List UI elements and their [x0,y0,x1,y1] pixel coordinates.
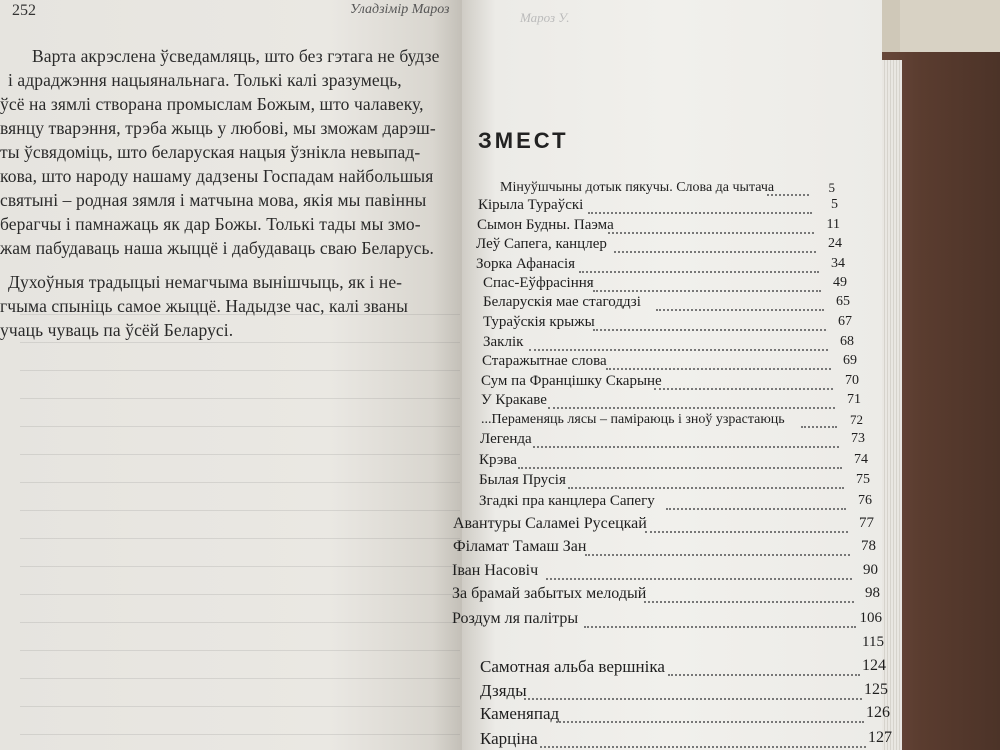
toc-leader-dots [666,506,846,510]
toc-page-number: 65 [836,294,850,309]
toc-leader-dots [585,552,850,556]
toc-leader-dots [518,465,842,469]
toc-page-number: 69 [843,353,857,368]
left-running-head: Уладзімір Мароз [350,2,450,17]
toc-page-number: 124 [862,657,886,674]
toc-leader-dots [614,249,816,253]
toc-entry-title: Самотная альба вершніка [480,657,665,676]
toc-page-number: 74 [854,452,868,467]
toc-page-number: 125 [864,681,888,698]
toc-entry-title: Карціна [480,729,538,748]
toc-entry-title: Роздум ля палітры [452,610,579,627]
toc-leader-dots [645,529,848,533]
text-line: вянцу тварэння, трэба жыць у любові, мы зможам дарэш- [0,118,436,138]
toc-entry-title: Спас-Еўфрасіння [483,275,594,291]
toc-page-number: 11 [826,217,840,232]
toc-leader-dots [668,672,860,676]
toc-leader-dots [656,307,824,311]
toc-leader-dots [533,444,839,448]
toc-entry-title: Філамат Тамаш Зан [453,538,587,555]
toc-leader-dots [540,744,866,748]
text-line: святыні – родная зямля і матчына мова, якія мы павінны [0,190,427,210]
toc-entry-title: Зорка Афанасія [476,256,576,272]
toc-page-number: 127 [868,729,892,746]
toc-entry-title: Каменяпад [480,704,560,723]
toc-page-number: 98 [865,585,880,601]
toc-page-number: 49 [833,275,847,290]
toc-leader-dots [593,327,826,331]
toc-leader-dots [529,347,828,351]
toc-entry-title: У Кракаве [481,392,547,408]
toc-entry-title: Беларускія мае стагоддзі [483,294,641,310]
text-line: учаць чуваць па ўсёй Беларусі. [0,320,234,340]
toc-page-number: 76 [858,493,872,508]
toc-leader-dots [644,599,854,603]
left-page-number: 252 [12,2,36,19]
toc-entry-title: Кірыла Тураўскі [478,197,584,213]
toc-page-number: 34 [831,256,845,271]
show-through-text [20,300,460,740]
toc-entry-title: Авантуры Саламеі Русецкай [453,515,647,532]
toc-entry-title: Крэва [479,452,517,468]
text-line: Варта акрэслена ўсведамляць, што без гэтага не будзе [32,46,440,66]
toc-leader-dots [606,366,831,370]
toc-page-number: 68 [840,334,854,349]
toc-leader-dots [588,210,812,214]
toc-page-number: 115 [862,634,884,650]
toc-entry-title: Тураўскія крыжы [483,314,595,330]
toc-entry-title: Легенда [480,431,532,447]
toc-entry-title: Сымон Будны. Паэма [477,217,614,233]
toc-leader-dots [546,576,852,580]
toc-page-number: 5 [831,197,838,212]
toc-leader-dots [524,696,862,700]
text-line: ты ўсвядоміць, што беларуская нацыя ўзнікла невыпад- [0,142,421,162]
toc-page-number: 77 [859,515,874,531]
toc-leader-dots [548,405,835,409]
toc-entry-title: Згадкі пра канцлера Сапегу [479,493,655,509]
toc-entry-title: Іван Насовіч [452,562,539,579]
toc-leader-dots [654,386,833,390]
toc-page-number: 70 [845,373,859,388]
toc-leader-dots [556,719,864,723]
toc-leader-dots [593,288,821,292]
toc-entry-title: Мінуўшчыны дотык пякучы. Слова да чытача [500,180,775,195]
toc-entry-title: Сум па Францішку Скарыне [481,373,662,389]
text-line: і адраджэння нацыянальнага. Толькі калі зразумець, [8,70,402,90]
toc-entry-title: Дзяды [480,681,527,700]
text-line: берагчы і памнажаць як дар Божы. Толькі тады мы змо- [0,214,421,234]
toc-leader-dots [568,485,844,489]
text-line: кова, што народу нашаму дадзены Госпадам найбольшыя [0,166,434,186]
toc-leader-dots [767,192,809,196]
toc-page-number: 75 [856,472,870,487]
toc-page-number: 24 [828,236,842,251]
toc-page-number: 73 [851,431,865,446]
toc-leader-dots [608,230,814,234]
right-running-head: Мароз У. [520,10,570,25]
text-line: жам пабудаваць наша жыццё і дабудаваць сваю Беларусь. [0,238,434,258]
toc-entry-title: ...Пераменяць лясы – паміраюць і зноў узрастаюць [481,412,785,427]
toc-page-number: 90 [863,562,878,578]
toc-page-number: 67 [838,314,852,329]
toc-entry-title: Леў Сапега, канцлер [476,236,607,252]
toc-page-number: 71 [847,392,861,407]
toc-entry-title: За брамай забытых мелодый [452,585,647,602]
toc-leader-dots [579,269,819,273]
toc-leader-dots [584,624,856,628]
toc-page-number: 78 [861,538,876,554]
toc-entry-title: Старажытнае слова [482,353,607,369]
toc-title: ЗМЕСТ [478,128,569,153]
text-line: ўсё на зямлі створана промыслам Божым, што чалавеку, [0,94,424,114]
toc-entry-title: Заклік [483,334,524,350]
toc-entry-title: Былая Прусія [479,472,566,488]
text-line: гчыма спыніць самое жыццё. Надыдзе час, калі званы [0,296,408,316]
toc-page-number: 5 [828,180,835,195]
toc-leader-dots [801,424,837,428]
desk-surface [900,0,1000,60]
toc-page-number: 126 [866,704,890,721]
toc-page-number: 106 [859,610,882,626]
left-page [0,0,470,750]
toc-page-number: 72 [850,412,863,427]
text-line: Духоўныя традыцыі немагчыма вынішчыць, як і не- [8,272,403,292]
